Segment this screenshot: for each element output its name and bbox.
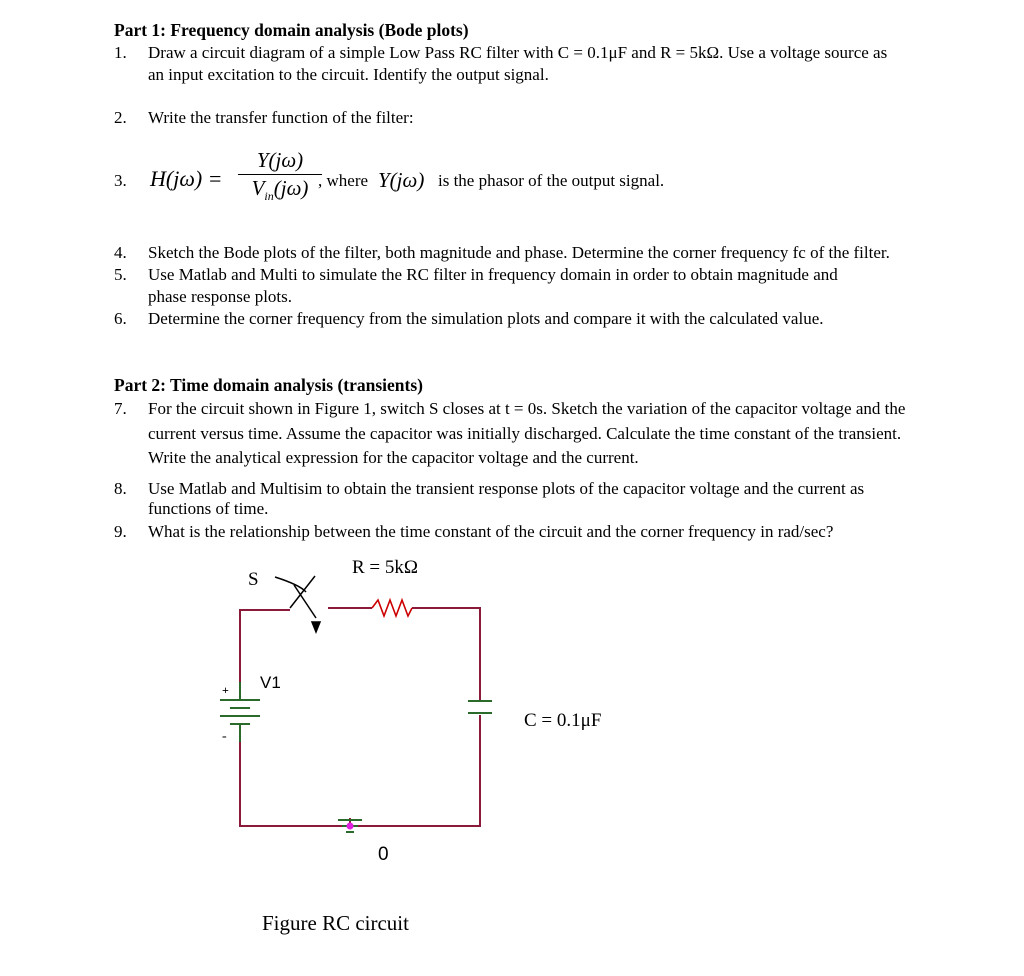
switch-arrow bbox=[312, 622, 320, 632]
item-number: 2. bbox=[114, 108, 127, 127]
item-number: 9. bbox=[114, 522, 127, 541]
plus-sign: + bbox=[222, 683, 229, 697]
item-5-line-1: Use Matlab and Multi to simulate the RC filter in frequency domain in order to obtain magnitude and bbox=[148, 265, 838, 284]
denominator-rest: (jω) bbox=[273, 176, 309, 200]
switch-symbol bbox=[275, 576, 320, 632]
item-7-line-3: Write the analytical expression for the capacitor voltage and the current. bbox=[148, 448, 639, 467]
item-number: 5. bbox=[114, 265, 127, 284]
fraction-numerator: Y(jω) bbox=[256, 148, 304, 172]
item-7-line-2: current versus time. Assume the capacitor was initially discharged. Calculate the time constant of the transient. bbox=[148, 424, 902, 443]
switch-label: S bbox=[248, 569, 259, 590]
part1-heading: Part 1: Frequency domain analysis (Bode plots) bbox=[114, 20, 469, 40]
circuit-wires bbox=[240, 608, 480, 826]
part2-heading: Part 2: Time domain analysis (transients) bbox=[114, 375, 424, 395]
resistor-symbol bbox=[372, 600, 412, 616]
capacitor-symbol bbox=[468, 701, 492, 713]
switch-blade bbox=[290, 576, 315, 608]
item-number: 1. bbox=[114, 43, 127, 62]
item-number: 7. bbox=[114, 399, 127, 418]
switch-arc bbox=[275, 577, 306, 592]
ground-label: 0 bbox=[378, 844, 389, 865]
item-1-line-1: Draw a circuit diagram of a simple Low Pass RC filter with C = 0.1μF and R = 5kΩ. Use a voltage source as bbox=[148, 43, 888, 62]
item-number: 4. bbox=[114, 243, 127, 262]
item-4-line-1: Sketch the Bode plots of the filter, both magnitude and phase. Determine the corner frequency fc of the filter. bbox=[148, 243, 890, 262]
item-number: 6. bbox=[114, 309, 127, 328]
item-number: 8. bbox=[114, 479, 127, 498]
transfer-function-lhs: H(jω) = bbox=[150, 166, 223, 191]
resistor-label: R = 5kΩ bbox=[352, 557, 419, 578]
item-3-output-phasor: Y(jω) bbox=[378, 168, 425, 192]
ground-node-dot bbox=[347, 823, 354, 830]
item-9-line-1: What is the relationship between the time constant of the circuit and the corner frequency in rad/sec? bbox=[148, 522, 834, 541]
minus-sign: - bbox=[222, 729, 227, 744]
capacitor-label: C = 0.1μF bbox=[524, 710, 602, 731]
source-label: V1 bbox=[260, 673, 281, 692]
item-3-tail: is the phasor of the output signal. bbox=[438, 171, 665, 190]
item-7-line-1: For the circuit shown in Figure 1, switch S closes at t = 0s. Sketch the variation of the capacitor voltage and the bbox=[148, 399, 906, 418]
item-6-line-1: Determine the corner frequency from the simulation plots and compare it with the calculated value. bbox=[148, 309, 824, 328]
item-3-where: , where bbox=[318, 171, 369, 190]
wire-bottom-loop bbox=[240, 715, 480, 826]
item-5-line-2: phase response plots. bbox=[148, 287, 293, 306]
denominator-sub: in bbox=[264, 189, 274, 204]
item-1-line-2: an input excitation to the circuit. Identify the output signal. bbox=[148, 65, 549, 84]
item-8-line-1: Use Matlab and Multisim to obtain the transient response plots of the capacitor voltage and the current as bbox=[148, 479, 865, 498]
item-2-line-1: Write the transfer function of the filter: bbox=[148, 108, 414, 127]
item-8-line-2: functions of time. bbox=[148, 499, 269, 518]
figure-caption: Figure RC circuit bbox=[262, 911, 409, 935]
item-number: 3. bbox=[114, 171, 127, 190]
wire-top-right bbox=[412, 608, 480, 700]
denominator-v: V bbox=[251, 176, 265, 200]
